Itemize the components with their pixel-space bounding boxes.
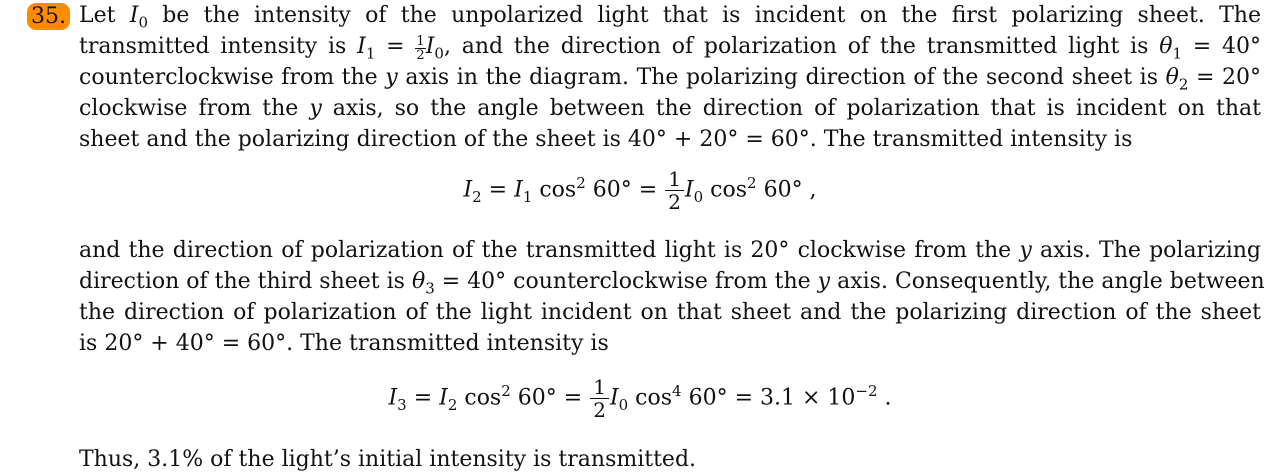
eq2-fraction: $\frac{1}{2}$ [590, 376, 609, 421]
p2-line-4: is 20° + 40° = 60°. The transmitted intensity is [79, 331, 609, 356]
p2-line-1: and the direction of polarization of the transmitted light is 20° clockwise from the y axis. The polarizing [79, 238, 1261, 263]
inline-half-fraction: $\frac{1}{2}$ [416, 34, 425, 63]
eq1-fraction: $\frac{1}{2}$ [665, 168, 684, 213]
equation-i3: $I_3 = I_2$ $\cos^2 60^\circ$ = $\frac{1}{2}$ $I_0$ $\cos^4 60^\circ = 3.1 \times 10^{-2}$ . [388, 375, 892, 422]
equation-i2: $I_2 = I_1$ $\cos^2 60^\circ$ = $\frac{1}{2}$ $I_0$ $\cos^2 60^\circ$ , [463, 167, 817, 214]
problem-number-badge: 35. [27, 3, 70, 30]
p1-line-5: sheet and the polarizing direction of the sheet is 40° + 20° = 60°. The transmitted intensity is [79, 127, 1133, 152]
p1-line-4: clockwise from the y axis, so the angle between the direction of polarization that is incident on that [79, 96, 1261, 121]
p1-line-1: Let $I_0$ be the intensity of the unpolarized light that is incident on the first polarizing sheet. The [79, 3, 1262, 32]
p1-line-2: transmitted intensity is $I_1$ = $\frac{1}{2}$ $I_0$, and the direction of polarization of the transmitted light is $\theta_1 = 40^\circ$ [79, 34, 1262, 63]
p2-line-2: direction of the third sheet is $\theta_3 = 40^\circ$ counterclockwise from the y axis. Consequently, the angle between [79, 269, 1265, 298]
p1-line-3: counterclockwise from the y axis in the diagram. The polarizing direction of the second sheet is $\theta_2 = 20^\circ$ [79, 65, 1261, 94]
p2-line-3: the direction of polarization of the light incident on that sheet and the polarizing direction of the sheet [79, 300, 1261, 325]
conclusion-line: Thus, 3.1% of the light’s initial intensity is transmitted. [79, 447, 697, 472]
